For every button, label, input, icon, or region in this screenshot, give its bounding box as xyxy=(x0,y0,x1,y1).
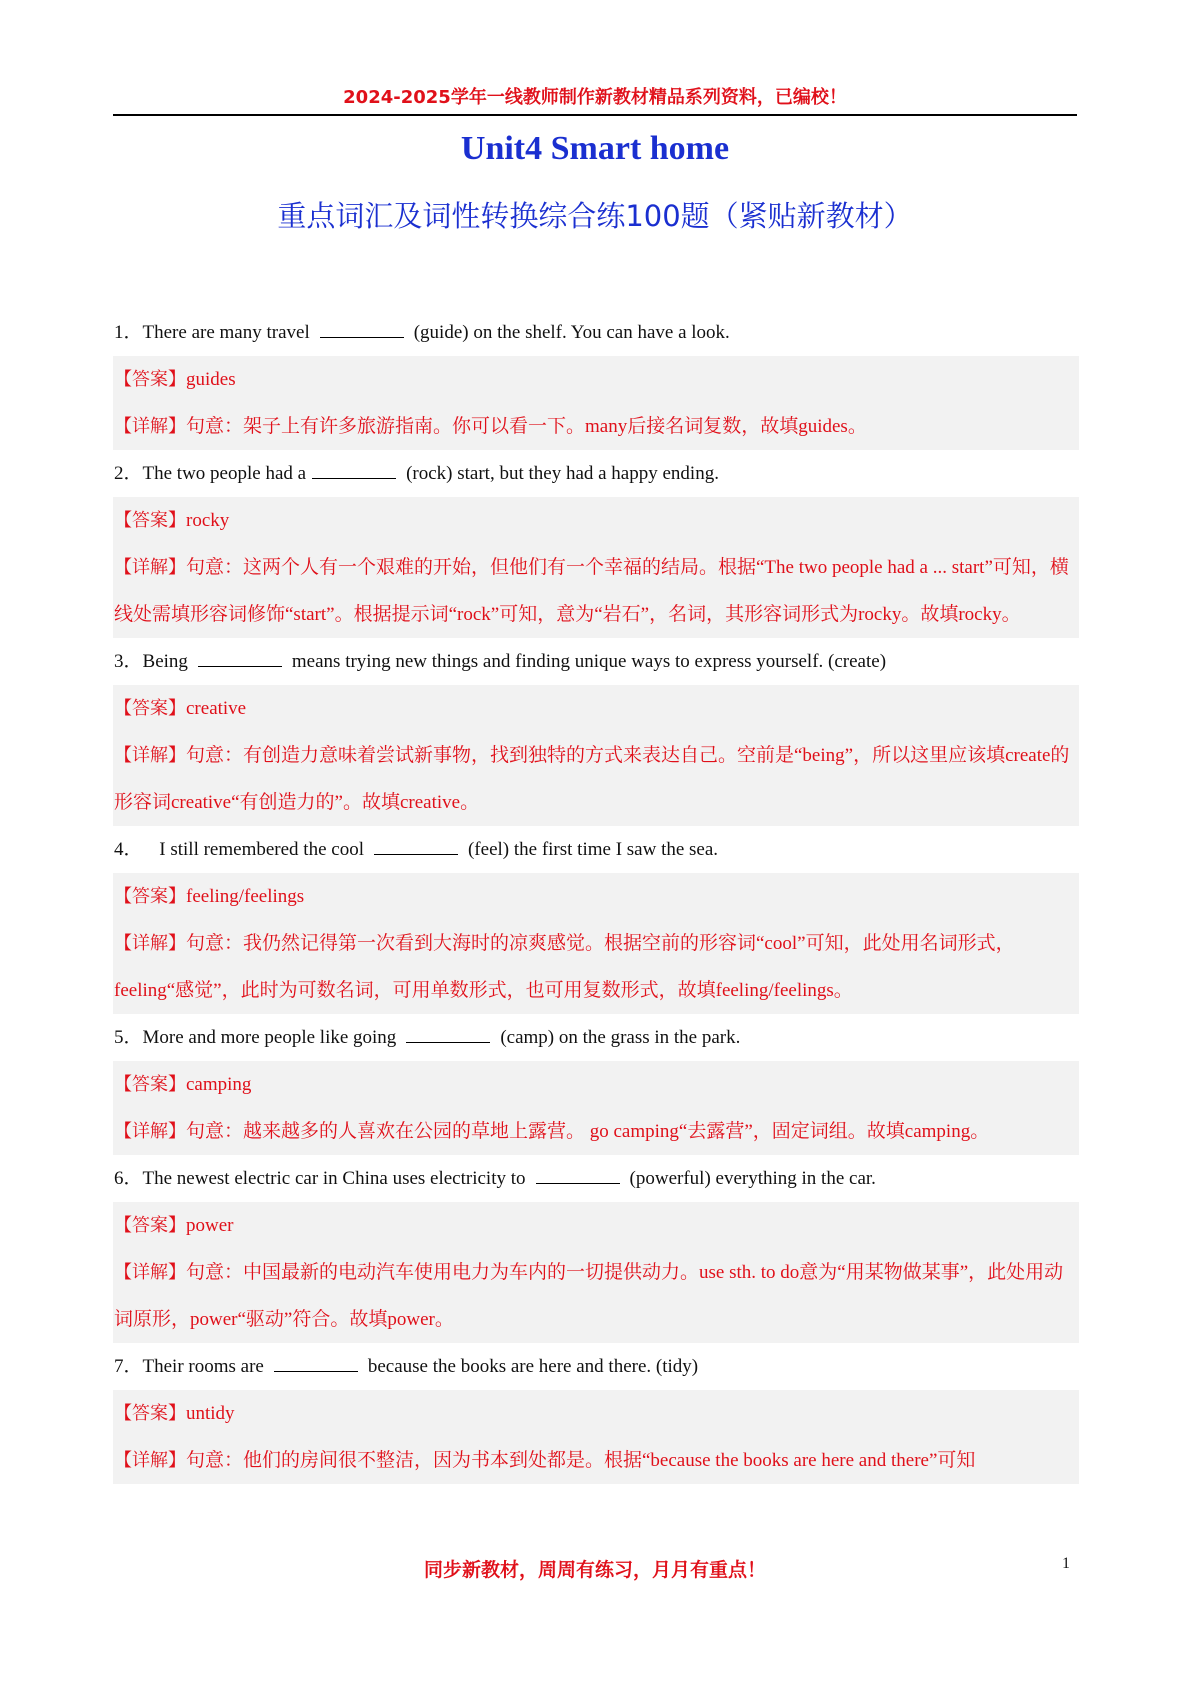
answer-label: 【答案】 xyxy=(114,369,186,390)
detail-text: 句意：中国最新的电动汽车使用电力为车内的一切提供动力。use sth. to do意为“用某物做某事”，此处用动词原形，power“驱动”符合。故填power。 xyxy=(114,1262,1064,1330)
question-text-before: There are many travel xyxy=(142,322,310,343)
question-5 xyxy=(113,1014,1079,1061)
answer-value: guides xyxy=(186,369,236,390)
detail-label: 【详解】 xyxy=(114,1121,186,1142)
question-text-after: (camp) on the grass in the park. xyxy=(500,1027,741,1048)
answer-box-2 xyxy=(113,497,1079,638)
question-text-after: because the books are here and there. (tidy) xyxy=(367,1356,699,1377)
question-text-before: The newest electric car in China uses electricity to xyxy=(142,1168,526,1189)
question-number: 5． xyxy=(114,1027,143,1048)
detail-label: 【详解】 xyxy=(114,416,186,437)
question-number: 4． xyxy=(114,839,143,860)
answer-value: feeling/feelings xyxy=(186,886,305,907)
answer-blank xyxy=(536,1165,620,1184)
detail-text: 句意：越来越多的人喜欢在公园的草地上露营。 go camping“去露营”，固定词组。故填camping。 xyxy=(186,1121,990,1142)
detail-text: 句意：他们的房间很不整洁，因为书本到处都是。根据“because the books are here and there”可知 xyxy=(186,1450,976,1471)
detail-text: 句意：有创造力意味着尝试新事物，找到独特的方式来表达自己。空前是“being”，所以这里应该填create的形容词creative“有创造力的”。故填creative。 xyxy=(114,745,1070,813)
answer-blank xyxy=(320,319,404,338)
question-number: 1． xyxy=(114,322,143,343)
detail-text: 句意：我仍然记得第一次看到大海时的凉爽感觉。根据空前的形容词“cool”可知，此处用名词形式，feeling“感觉”，此时为可数名词，可用单数形式，也可用复数形式，故填feeling/feelings。 xyxy=(114,933,1015,1001)
answer-box-6 xyxy=(113,1202,1079,1343)
detail-label: 【详解】 xyxy=(114,745,186,766)
question-number: 3． xyxy=(114,651,143,672)
answer-label: 【答案】 xyxy=(114,1215,186,1236)
question-text-before: Being xyxy=(142,651,188,672)
question-text-before: Their rooms are xyxy=(142,1356,264,1377)
answer-blank xyxy=(274,1353,358,1372)
answer-blank xyxy=(312,460,396,479)
answer-box-4 xyxy=(113,873,1079,1014)
question-number: 2． xyxy=(114,463,143,484)
answer-label: 【答案】 xyxy=(114,510,186,531)
question-3 xyxy=(113,638,1079,685)
answer-box-3 xyxy=(113,685,1079,826)
page-number: 1 xyxy=(1062,1555,1070,1572)
page-subtitle: 重点词汇及词性转换综合练100题（紧贴新教材） xyxy=(277,199,913,233)
detail-label: 【详解】 xyxy=(114,557,186,578)
header-divider xyxy=(113,114,1077,116)
question-text-after: (rock) start, but they had a happy ending. xyxy=(406,463,719,484)
detail-text: 句意：架子上有许多旅游指南。你可以看一下。many后接名词复数，故填guides。 xyxy=(186,416,867,437)
detail-label: 【详解】 xyxy=(114,933,186,954)
question-text-after: means trying new things and finding unique ways to express yourself. (create) xyxy=(291,651,887,672)
question-7 xyxy=(113,1343,1079,1390)
answer-label: 【答案】 xyxy=(114,886,186,907)
answer-value: rocky xyxy=(186,510,230,531)
footer-slogan: 同步新教材，周周有练习，月月有重点！ xyxy=(423,1559,766,1581)
answer-blank xyxy=(406,1024,490,1043)
detail-label: 【详解】 xyxy=(114,1262,186,1283)
question-text-after: (feel) the first time I saw the sea. xyxy=(467,839,719,860)
question-text-after: (guide) on the shelf. You can have a look. xyxy=(413,322,730,343)
question-list xyxy=(113,309,1079,1484)
answer-value: power xyxy=(186,1215,234,1236)
question-text-after: (powerful) everything in the car. xyxy=(629,1168,876,1189)
answer-label: 【答案】 xyxy=(114,1074,186,1095)
answer-value: creative xyxy=(186,698,247,719)
question-number: 6． xyxy=(114,1168,143,1189)
question-text-before: More and more people like going xyxy=(142,1027,397,1048)
answer-box-7 xyxy=(113,1390,1079,1484)
question-6 xyxy=(113,1155,1079,1202)
answer-label: 【答案】 xyxy=(114,1403,186,1424)
answer-value: camping xyxy=(186,1074,252,1095)
question-4 xyxy=(113,826,1079,873)
answer-box-1 xyxy=(113,356,1079,450)
answer-blank xyxy=(374,836,458,855)
header-text: 2024-2025学年一线教师制作新教材精品系列资料，已编校！ xyxy=(343,87,847,108)
question-text-before: The two people had a xyxy=(142,463,307,484)
answer-box-5 xyxy=(113,1061,1079,1155)
detail-label: 【详解】 xyxy=(114,1450,186,1471)
question-1 xyxy=(113,309,1079,356)
question-number: 7． xyxy=(114,1356,143,1377)
answer-value: untidy xyxy=(186,1403,235,1424)
question-text-before: I still remembered the cool xyxy=(154,839,364,860)
answer-blank xyxy=(198,648,282,667)
detail-text: 句意：这两个人有一个艰难的开始，但他们有一个幸福的结局。根据“The two people had a ... start”可知，横线处需填形容词修饰“start”。根据提示词“rock”可知，意为“岩石”，名词，其形容词形式为rocky。故填rocky。 xyxy=(114,557,1069,625)
answer-label: 【答案】 xyxy=(114,698,186,719)
question-2 xyxy=(113,450,1079,497)
page-title: Unit4 Smart home xyxy=(460,130,730,167)
